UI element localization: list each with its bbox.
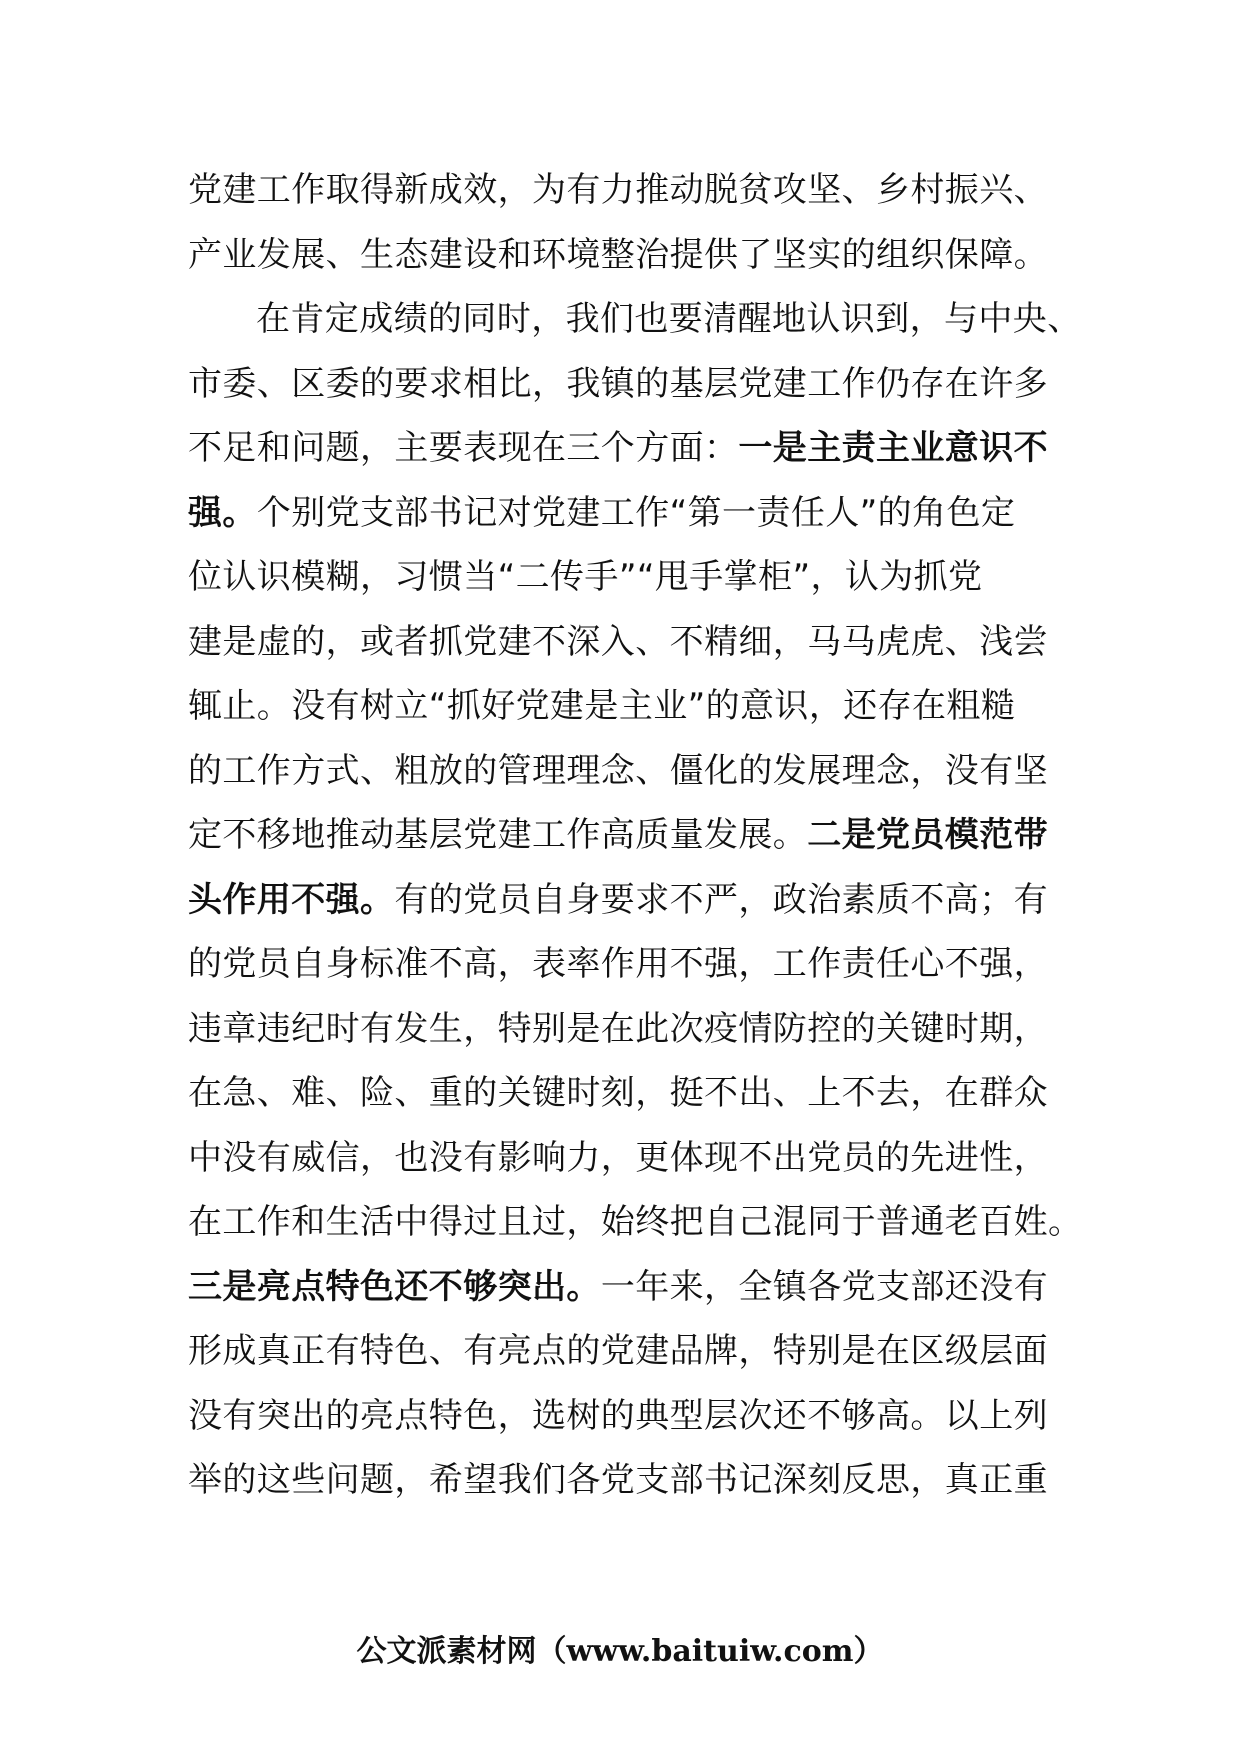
text-segment: 市委、区委的要求相比，我镇的基层党建工作仍存在许多 [188,363,1048,404]
bold-text-segment: 一是主责主业意识不 [738,428,1049,468]
text-line [188,352,1048,417]
text-segment: 党建工作取得新成效，为有力推动脱贫攻坚、乡村振兴、 [188,170,1048,210]
text-line [188,1384,1048,1449]
bold-text-segment: 二是党员模范带 [807,815,1049,855]
text-segment: 在工作和生活中得过且过，始终把自己混同于普通老百姓。 [188,1202,1083,1242]
text-segment: 的工作方式、粗放的管理理念、僵化的发展理念，没有坚 [188,750,1048,791]
bold-text-segment: 三是亮点特色还不够突出。 [188,1266,601,1307]
footer-watermark: 公文派素材网（www.baituiw.com） [356,1634,884,1669]
document-body [188,158,1083,1513]
text-segment: 辄止。没有树立“抓好党建是主业”的意识，还存在粗糙 [188,686,1016,726]
bold-text-segment: 强。 [188,492,257,533]
text-segment: 形成真正有特色、有亮点的党建品牌，特别是在区级层面 [188,1331,1048,1371]
text-line [188,545,1036,610]
text-segment: 建是虚的，或者抓党建不深入、不精细，马马虎虎、浅尝 [188,621,1048,662]
text-segment: 一年来，全镇各党支部还没有 [600,1266,1049,1307]
text-line [188,1190,1083,1255]
text-segment: 位认识模糊，习惯当“二传手”“甩手掌柜”，认为抓党 [188,557,983,597]
text-line [188,739,1048,804]
text-segment: 的党员自身标准不高，表率作用不强，工作责任心不强， [188,944,1048,984]
text-segment: 产业发展、生态建设和环境整治提供了坚实的组织保障。 [188,234,1048,275]
text-segment: 中没有威信，也没有影响力，更体现不出党员的先进性， [188,1137,1048,1178]
text-segment: 在急、难、险、重的关键时刻，挺不出、上不去，在群众 [188,1073,1048,1113]
text-line [188,868,1049,933]
text-segment: 个别党支部书记对党建工作“第一责任人”的角色定 [256,492,1016,533]
text-line [188,158,1048,223]
text-line [188,610,1048,675]
text-line [188,223,1048,288]
text-line [188,1319,1048,1384]
text-line [188,416,1049,481]
text-segment: 在肯定成绩的同时，我们也要清醒地认识到，与中央、 [256,299,1082,339]
text-line [188,997,1048,1062]
text-segment: 违章违纪时有发生，特别是在此次疫情防控的关键时期， [188,1008,1048,1049]
text-line [188,481,1036,546]
text-line [188,1255,1049,1320]
text-segment: 举的这些问题，希望我们各党支部书记深刻反思，真正重 [188,1460,1048,1500]
text-segment: 不足和问题，主要表现在三个方面： [188,428,739,468]
text-line [188,932,1048,997]
text-line [188,803,1049,868]
bold-text-segment: 头作用不强。 [188,879,395,920]
text-line [188,1448,1048,1513]
text-line [188,1061,1048,1126]
text-segment: 有的党员自身要求不严，政治素质不高；有 [394,879,1049,920]
text-line [188,1126,1048,1191]
text-segment: 没有突出的亮点特色，选树的典型层次还不够高。以上列 [188,1395,1048,1436]
text-line [188,287,1082,352]
text-line [188,674,1036,739]
text-segment: 定不移地推动基层党建工作高质量发展。 [188,815,808,855]
